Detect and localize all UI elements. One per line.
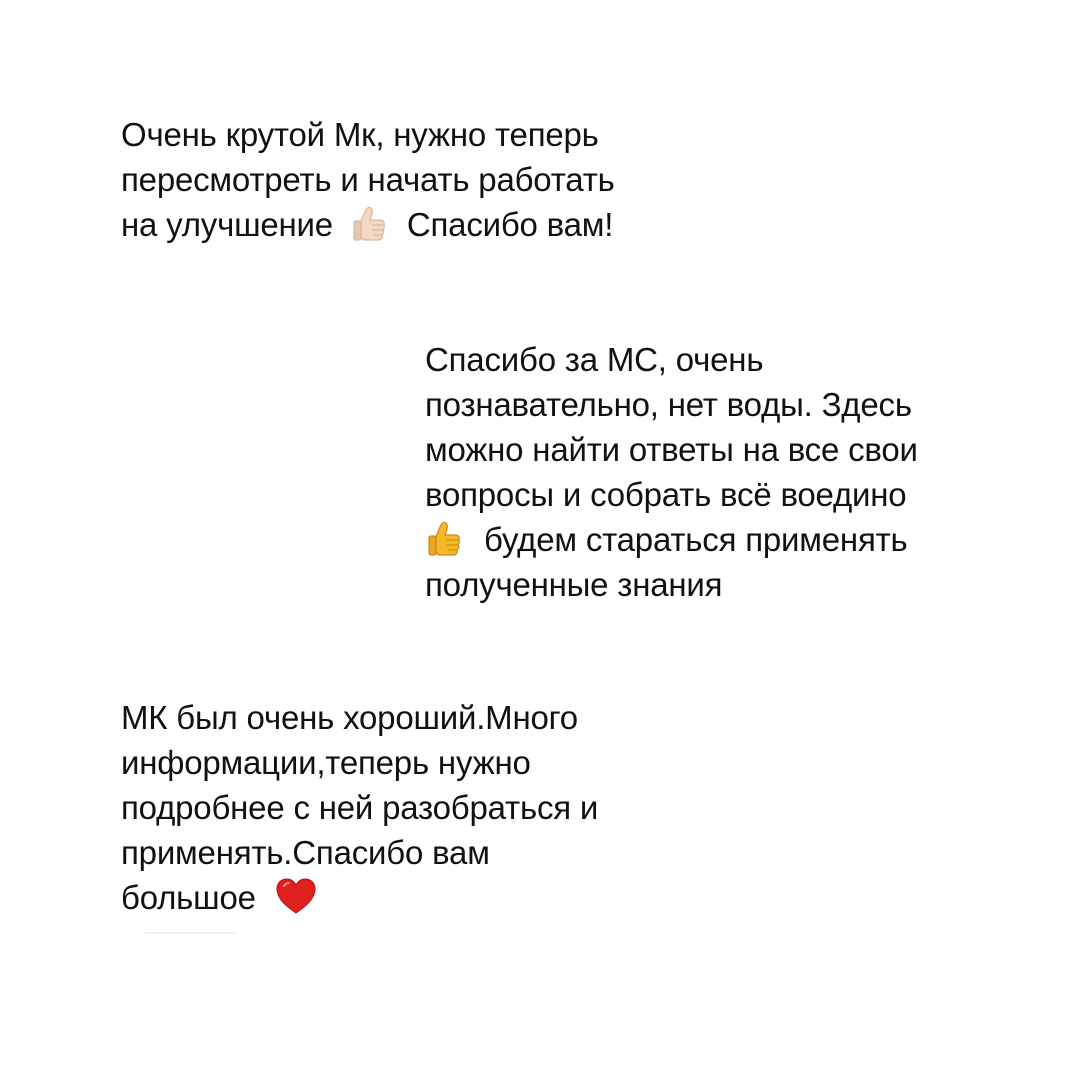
faint-divider bbox=[145, 932, 237, 934]
review-3 bbox=[121, 695, 598, 920]
thumbs-up-light-skin-icon bbox=[352, 204, 388, 242]
review-3-line-2: информации,теперь нужно bbox=[121, 744, 531, 781]
review-2-line-5 bbox=[425, 517, 918, 562]
review-3-line-5-text: большое bbox=[121, 879, 256, 916]
review-2-line-1: Спасибо за МС, очень bbox=[425, 341, 764, 378]
review-1-line-3-text-end: Спасибо вам! bbox=[406, 206, 614, 243]
review-3-line-4: применять.Спасибо вам bbox=[121, 834, 490, 871]
red-heart-icon bbox=[275, 877, 317, 915]
review-2-line-2: познавательно, нет воды. Здесь bbox=[425, 386, 912, 423]
review-2-line-3: можно найти ответы на все свои bbox=[425, 431, 918, 468]
review-1-line-3-text-start: на улучшение bbox=[121, 206, 333, 243]
review-1-line-2: пересмотреть и начать работать bbox=[121, 161, 615, 198]
review-3-line-1: МК был очень хороший.Много bbox=[121, 699, 578, 736]
review-2 bbox=[425, 337, 918, 607]
review-3-line-5 bbox=[121, 875, 598, 920]
review-1 bbox=[121, 112, 615, 247]
review-1-line-3 bbox=[121, 202, 615, 247]
review-1-line-1: Очень крутой Мк, нужно теперь bbox=[121, 116, 599, 153]
review-2-line-4: вопросы и собрать всё воедино bbox=[425, 476, 907, 513]
review-3-line-3: подробнее с ней разобраться и bbox=[121, 789, 599, 826]
review-2-line-6: полученные знания bbox=[425, 566, 723, 603]
review-2-line-5-text: будем стараться применять bbox=[483, 521, 908, 558]
thumbs-up-yellow-icon bbox=[425, 519, 465, 557]
